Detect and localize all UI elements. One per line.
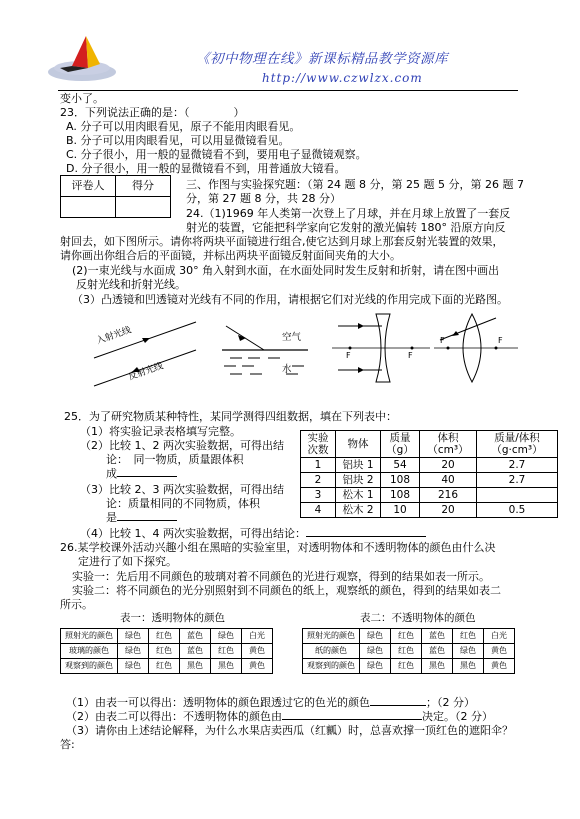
- q24-p1-line4: 请你画出你组合后的平面镜，并标出两块平面镜反射面间夹角的大小。: [60, 249, 401, 262]
- grader-cell[interactable]: [61, 197, 116, 218]
- table-cell: 蓝色: [180, 644, 211, 659]
- table-cell: 黑色: [180, 659, 211, 674]
- q26-question3: （3）请你由上述结论解释，为什么水果店卖西瓜（红瓤）时，总喜欢撑一顶红色的遮阳伞？: [66, 724, 513, 737]
- table-cell: 红色: [391, 659, 422, 674]
- table-cell: 40: [420, 473, 477, 488]
- table-row: [303, 644, 515, 659]
- table-cell: 观察到的颜色: [61, 659, 118, 674]
- opaque-color-table: [302, 628, 515, 674]
- q24-p1-line2: 射光的装置，它能把科学家向它发射的激光偏转 180° 沿原方向反: [186, 221, 506, 234]
- air-label: 空气: [282, 332, 302, 343]
- score-cell[interactable]: [116, 197, 171, 218]
- q25-s3-line1: （3）比较 2、3 两次实验数据，可得出结: [80, 483, 284, 496]
- q25-s2-line2: 论： 同一物质，质量跟体积: [106, 453, 244, 466]
- table-cell: 4: [301, 503, 336, 518]
- q25-s3-line3: 是: [106, 511, 177, 526]
- table-cell: 照射光的颜色: [61, 629, 118, 644]
- table-row: [303, 659, 515, 674]
- score-label: 得分: [116, 176, 171, 197]
- section3-heading-1: 三、作图与实验探究题：（第 24 题 8 分，第 25 题 5 分，第 26 题 7: [186, 178, 524, 191]
- site-logo-icon: [42, 28, 120, 92]
- q26-line1: 26.某学校课外活动兴趣小组在黑暗的实验室里，对透明物体和不透明物体的颜色由什么决: [60, 541, 496, 554]
- q26-answer1-blank[interactable]: [370, 705, 426, 706]
- table-cell: 2.7: [477, 458, 558, 473]
- table-cell: 绿色: [118, 659, 149, 674]
- table2-caption: 表二：不透明物体的颜色: [360, 612, 476, 624]
- col-header-mass: 质量（g）: [381, 431, 420, 458]
- table-cell: 松木 2: [336, 503, 381, 518]
- header-url[interactable]: http://www.czwlzx.com: [262, 71, 423, 85]
- table-cell: 绿色: [360, 659, 391, 674]
- q26-exp1: 实验一：先后用不同颜色的玻璃对着不同颜色的光进行观察，得到的结果如表一所示。: [72, 570, 490, 583]
- q26-answer2: （2）由表二可以得出：不透明物体的颜色由 决定。（2 分）: [66, 710, 493, 723]
- table-row: [301, 503, 558, 518]
- concave-lens-figure: [332, 312, 432, 384]
- table-cell: 108: [381, 473, 420, 488]
- grader-table: [60, 175, 171, 218]
- table-row: [61, 659, 273, 674]
- header-divider: [58, 90, 518, 91]
- q25-s4-blank[interactable]: [306, 536, 426, 537]
- table-cell: 2: [301, 473, 336, 488]
- table-cell: 白光: [484, 629, 515, 644]
- q24-p3: （3）凸透镜和凹透镜对光线有不同的作用，请根据它们对光线的作用完成下面的光路图。: [72, 293, 508, 306]
- q26-line2: 定进行了如下探究。: [78, 555, 177, 568]
- header-title: 《初中物理在线》新课标精品教学资源库: [196, 51, 448, 67]
- col-header-trial: 实验次数: [301, 431, 336, 458]
- concave-focus-right: F: [408, 351, 413, 360]
- q24-p1-line1: 24.（1)1969 年人类第一次登上了月球，并在月球上放置了一套反: [186, 207, 511, 220]
- q24-p2-line1: (2)一束光线与水面成 30° 角入射到水面，在水面处同时发生反射和折射，请在图中画出: [72, 264, 500, 277]
- table-cell: 蓝色: [180, 629, 211, 644]
- table-cell: 观察到的颜色: [303, 659, 360, 674]
- q25-s3-line2: 论：质量相同的不同物质，体积: [106, 497, 260, 510]
- table-cell: 绿色: [211, 629, 242, 644]
- q25-s2-line3: 成: [106, 467, 177, 482]
- col-header-volume: 体积（cm³）: [420, 431, 477, 458]
- q23-option-c: C. 分子很小，用一般的显微镜看不到，要用电子显微镜观察。: [66, 148, 367, 161]
- table-cell: 黄色: [484, 644, 515, 659]
- top-fragment: 变小了。: [60, 92, 104, 105]
- table-cell: 黑色: [453, 659, 484, 674]
- table-cell: 绿色: [360, 644, 391, 659]
- q25-s4: （4）比较 1、4 两次实验数据，可得出结论：: [80, 527, 426, 542]
- q23-option-a: A. 分子可以用肉眼看见，原子不能用肉眼看见。: [66, 120, 301, 133]
- q24-p1-line3: 射回去，如下图所示。请你将两块平面镜进行组合,使它达到月球上那套反射光装置的效果，: [60, 235, 504, 248]
- table-cell: 20: [420, 458, 477, 473]
- q25-s2-line1: （2）比较 1、2 两次实验数据，可得出结: [80, 439, 284, 452]
- table-cell: 红色: [391, 644, 422, 659]
- table-row: [61, 644, 273, 659]
- table-row: [301, 488, 558, 503]
- water-label: 水: [282, 364, 292, 375]
- table-cell: 108: [381, 488, 420, 503]
- q26-answer1: （1）由表一可以得出：透明物体的颜色跟透过它的色光的颜色 ；（2 分）: [66, 696, 475, 709]
- q26-answer-label: 答:: [60, 738, 75, 751]
- q25-s3-blank[interactable]: [117, 520, 177, 521]
- table-cell: 216: [420, 488, 477, 503]
- table-cell: 黄色: [242, 659, 273, 674]
- table-cell: 红色: [211, 644, 242, 659]
- col-header-object: 物体: [336, 431, 381, 458]
- experiment-table: [300, 430, 558, 518]
- table-cell: 松木 1: [336, 488, 381, 503]
- q26-exp2-line2: 所示。: [60, 598, 93, 611]
- table-cell: 蓝色: [422, 629, 453, 644]
- table-cell: 黑色: [422, 659, 453, 674]
- q23-option-b: B. 分子可以用肉眼看见，可以用显微镜看见。: [66, 134, 290, 147]
- concave-focus-left: F: [346, 351, 351, 360]
- table-row: [301, 473, 558, 488]
- table-cell: 0.5: [477, 503, 558, 518]
- incident-ray-label: 入射光线: [95, 325, 133, 347]
- table-cell: 3: [301, 488, 336, 503]
- table-cell: 红色: [149, 644, 180, 659]
- table-cell: 1: [301, 458, 336, 473]
- q25-s1: （1）将实验记录表格填写完整。: [80, 425, 241, 438]
- convex-lens-figure: [434, 312, 520, 384]
- table-cell: 54: [381, 458, 420, 473]
- transparent-color-table: [60, 628, 273, 674]
- table-cell: 红色: [391, 629, 422, 644]
- table-cell: 黑色: [211, 659, 242, 674]
- table-cell: 红色: [453, 629, 484, 644]
- table-cell: 绿色: [453, 644, 484, 659]
- table-cell: 黄色: [242, 644, 273, 659]
- table-cell: 照射光的颜色: [303, 629, 360, 644]
- empty-answer-cell[interactable]: [477, 488, 558, 503]
- water-surface-figure: [222, 322, 312, 380]
- table-cell: 白光: [242, 629, 273, 644]
- q23-stem: 23．下列说法正确的是：（ ）: [60, 106, 245, 119]
- table-cell: 玻璃的颜色: [61, 644, 118, 659]
- table-cell: 铝块 2: [336, 473, 381, 488]
- table-cell: 绿色: [118, 644, 149, 659]
- table-row: [301, 458, 558, 473]
- q25-stem: 25．为了研究物质某种特性，某同学测得四组数据，填在下列表中：: [64, 410, 397, 423]
- convex-focus-right: F: [498, 336, 503, 345]
- table-cell: 20: [420, 503, 477, 518]
- table1-caption: 表一：透明物体的颜色: [120, 612, 225, 624]
- q24-p2-line2: 反射光线和折射光线。: [76, 278, 186, 291]
- col-header-ratio: 质量/体积（g·cm³）: [477, 431, 558, 458]
- reflected-ray-label: 反射光线: [127, 361, 165, 383]
- section3-heading-2: 分，第 27 题 8 分，共 28 分）: [186, 192, 341, 205]
- table-cell: 铝块 1: [336, 458, 381, 473]
- grader-label: 评卷人: [61, 176, 116, 197]
- q23-option-d: D. 分子很小，用一般的显微镜看不到，用普通放大镜看。: [66, 162, 346, 175]
- table-cell: 红色: [149, 659, 180, 674]
- table-row: [303, 629, 515, 644]
- q26-exp2-line1: 实验二：将不同颜色的光分别照射到不同颜色的纸上，观察纸的颜色，得到的结果如表二: [72, 584, 501, 597]
- table-cell: 绿色: [360, 629, 391, 644]
- table-cell: 绿色: [118, 629, 149, 644]
- table-row: [61, 629, 273, 644]
- table-cell: 2.7: [477, 473, 558, 488]
- q26-answer2-blank[interactable]: [282, 719, 422, 720]
- table-cell: 10: [381, 503, 420, 518]
- table-cell: 蓝色: [422, 644, 453, 659]
- q25-s2-blank[interactable]: [117, 476, 177, 477]
- table-cell: 红色: [149, 629, 180, 644]
- convex-focus-left: F: [440, 336, 445, 345]
- table-cell: 黄色: [484, 659, 515, 674]
- table-cell: 纸的颜色: [303, 644, 360, 659]
